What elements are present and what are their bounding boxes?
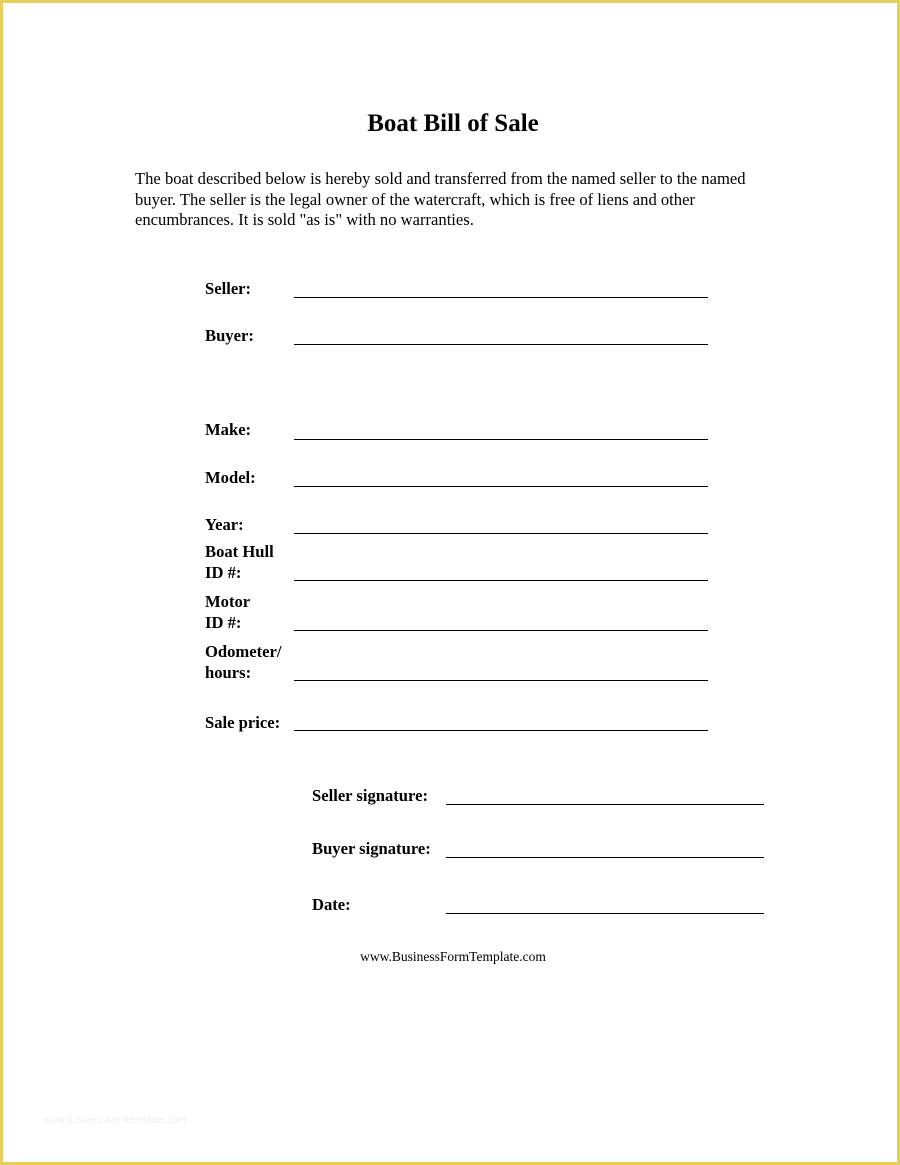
odometer-label-line2: hours: — [205, 663, 252, 682]
make-label: Make: — [205, 420, 252, 439]
watermark-text: www.businessformtemplate.com — [43, 1115, 187, 1126]
sale-price-label: Sale price: — [205, 713, 281, 732]
seller-signature-line[interactable] — [446, 804, 764, 805]
buyer-field-line[interactable] — [294, 344, 708, 345]
seller-field-line[interactable] — [294, 297, 708, 298]
hull-id-field-line[interactable] — [294, 580, 708, 581]
make-field-line[interactable] — [294, 439, 708, 440]
hull-id-label-line2: ID #: — [205, 563, 242, 582]
footer-url: www.BusinessFormTemplate.com — [360, 949, 546, 964]
hull-id-label-line1: Boat Hull — [205, 542, 274, 561]
year-field-line[interactable] — [294, 533, 708, 534]
date-line[interactable] — [446, 913, 764, 914]
seller-label: Seller: — [205, 279, 252, 298]
seller-signature-label: Seller signature: — [312, 786, 428, 805]
year-label: Year: — [205, 515, 244, 534]
sale-price-field-line[interactable] — [294, 730, 708, 731]
buyer-signature-label: Buyer signature: — [312, 839, 431, 858]
date-label: Date: — [312, 895, 351, 914]
model-label: Model: — [205, 468, 256, 487]
buyer-label: Buyer: — [205, 326, 254, 345]
motor-id-field-line[interactable] — [294, 630, 708, 631]
motor-id-label-line1: Motor — [205, 592, 251, 611]
intro-paragraph: The boat described below is hereby sold and transferred from the named seller to the named buyer. The seller is the legal owner of the watercraft, which is free of liens and other encumbrances. It is sold "as is" with no warranties. — [135, 169, 746, 229]
buyer-signature-line[interactable] — [446, 857, 764, 858]
page-title: Boat Bill of Sale — [367, 110, 539, 137]
motor-id-label-line2: ID #: — [205, 613, 242, 632]
model-field-line[interactable] — [294, 486, 708, 487]
odometer-label-line1: Odometer/ — [205, 642, 282, 661]
odometer-field-line[interactable] — [294, 680, 708, 681]
